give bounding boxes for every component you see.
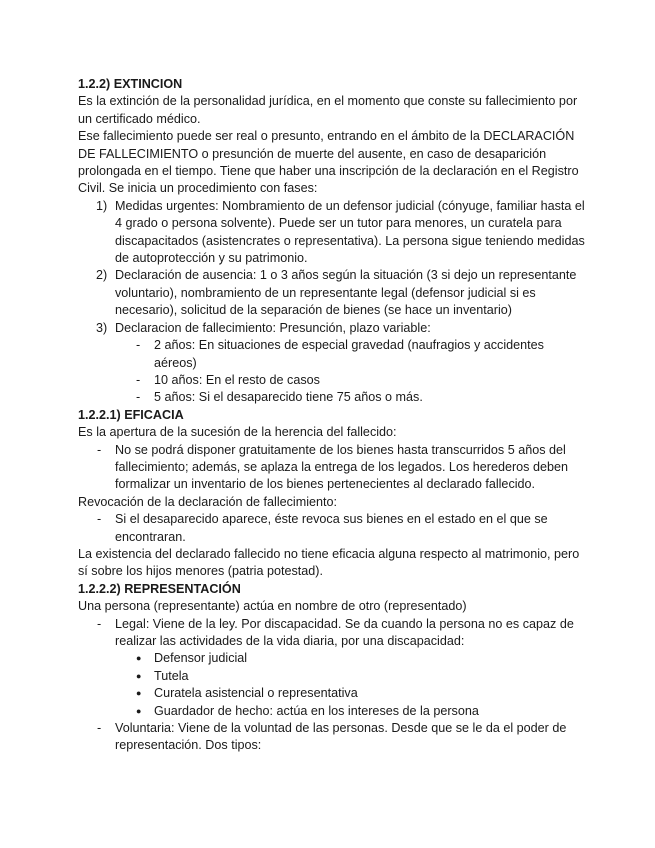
list-item [78, 320, 588, 337]
document-page [78, 76, 588, 755]
dash-marker: - [97, 442, 102, 457]
list-marker: 1) [96, 198, 108, 213]
legal-bullets-list [78, 650, 588, 720]
list-item-text: Si el desaparecido aparece, éste revoca sus bienes en el estado en el que se encontraran. [115, 512, 548, 544]
list-item-text: 2 años: En situaciones de especial gravedad (naufragios y accidentes aéreos) [154, 338, 544, 370]
list-item-text: No se podrá disponer gratuitamente de los bienes hasta transcurridos 5 años del fallecimiento; además, se aplaza la entrega de los legados. Los herederos deben formalizar un inventario de los bienes pertenecientes al declarado fallecido. [115, 442, 568, 492]
section-heading-representacion: 1.2.2.2) REPRESENTACIÓN [78, 581, 241, 596]
paragraph: La existencia del declarado fallecido no tiene eficacia alguna respecto al matrimonio, pero sí sobre los hijos menores (patria potestad). [78, 546, 580, 579]
list-marker: 2) [96, 268, 108, 283]
eficacia-list [78, 442, 588, 494]
bullet-marker: ● [136, 688, 142, 699]
list-item-text: Medidas urgentes: Nombramiento de un defensor judicial (cónyuge, familiar hasta el 4 grado o persona solvente). Puede ser un tutor para menores, un curatela para discapacitados (asistencrates o representativa). La persona sigue teniendo medidas de autoprotección y su patrimonio. [115, 198, 585, 266]
list-item-text: Curatela asistencial o representativa [154, 686, 358, 701]
bullet-marker: ● [136, 705, 142, 716]
dash-marker: - [97, 616, 102, 631]
list-item-text: Tutela [154, 668, 189, 683]
revocacion-list [78, 511, 588, 546]
dash-marker: - [97, 721, 102, 736]
paragraph: Ese fallecimiento puede ser real o presunto, entrando en el ámbito de la DECLARACIÓN DE FALLECIMIENTO o presunción de muerte del ausente, en caso de desaparición prolongada en el tiempo. Tiene que haber una inscripción de la declaración en el Registro Civil. Se inicia un procedimiento con fases: [78, 129, 579, 196]
voluntaria-list [78, 720, 588, 755]
list-item [78, 616, 588, 651]
paragraph: Revocación de la declaración de fallecimiento: [78, 494, 338, 509]
section-heading-extincion: 1.2.2) EXTINCION [78, 77, 183, 91]
list-item [78, 442, 588, 494]
phases-list [78, 198, 588, 337]
list-item [78, 720, 588, 755]
list-item [78, 389, 588, 406]
list-item-text: 10 años: En el resto de casos [154, 372, 320, 387]
dash-marker: - [136, 372, 141, 387]
list-item [78, 668, 588, 685]
paragraph: Una persona (representante) actúa en nombre de otro (representado) [78, 599, 467, 614]
list-item-text: Defensor judicial [154, 651, 248, 666]
bullet-marker: ● [136, 653, 142, 664]
dash-marker: - [97, 512, 102, 527]
plazos-list [78, 337, 588, 407]
list-item [78, 267, 588, 319]
list-item [78, 198, 588, 268]
list-item-text: Declaración de ausencia: 1 o 3 años según la situación (3 si dejo un representante voluntario), nombramiento de un representante legal (defensor judicial si es necesario), solicitud de la separación de bienes (se hace un inventario) [115, 268, 577, 318]
list-item-text: 5 años: Si el desaparecido tiene 75 años o más. [154, 390, 423, 405]
representacion-list [78, 616, 588, 651]
list-item [78, 685, 588, 702]
list-item-text: Voluntaria: Viene de la voluntad de las personas. Desde que se le da el poder de representación. Dos tipos: [115, 721, 567, 753]
dash-marker: - [136, 390, 141, 405]
paragraph: Es la extinción de la personalidad jurídica, en el momento que conste su fallecimiento por un certificado médico. [78, 94, 578, 126]
list-item [78, 703, 588, 720]
list-item [78, 337, 588, 372]
list-item [78, 372, 588, 389]
dash-marker: - [136, 338, 141, 353]
list-item-text: Guardador de hecho: actúa en los intereses de la persona [154, 703, 479, 718]
paragraph: Es la apertura de la sucesión de la herencia del fallecido: [78, 425, 397, 440]
list-marker: 3) [96, 320, 108, 335]
list-item-text: Legal: Viene de la ley. Por discapacidad. Se da cuando la persona no es capaz de realizar las actividades de la vida diaria, por una discapacidad: [115, 616, 574, 648]
bullet-marker: ● [136, 670, 142, 681]
section-heading-eficacia: 1.2.2.1) EFICACIA [78, 407, 184, 422]
list-item [78, 511, 588, 546]
list-item [78, 650, 588, 667]
list-item-text: Declaracion de fallecimiento: Presunción, plazo variable: [115, 320, 431, 335]
